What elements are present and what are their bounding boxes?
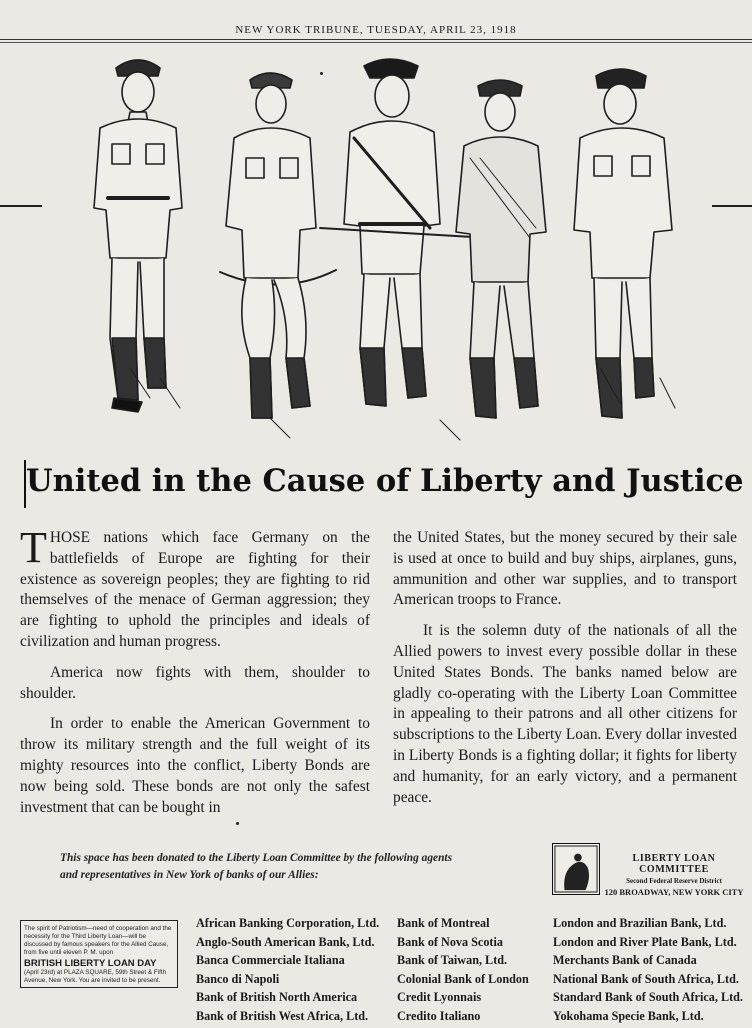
soldier-figure [574,69,672,418]
headline-bar [24,460,26,508]
bank-list-2 [397,914,542,1026]
paragraph: America now fights with them, shoulder to shoulder. [20,663,370,702]
paragraph: In order to enable the American Government to throw its military strength and the full weight of its mighty resources into the conflict, Liberty Bonds are now being sold. These bonds are not only the safest investment that can be bought in [20,715,370,816]
print-speck [236,822,239,825]
bank-name: African Banking Corporation, Ltd. [196,916,380,930]
bank-name: Credito Italiano [397,1008,481,1023]
bank-name: Banca Commerciale Italiana [196,953,345,968]
donated-notice: This space has been donated to the Liberty Loan Committee by the following agents and representatives in New York of banks of our Allies: [60,852,453,881]
bank-name: Merchants Bank of Canada [553,953,697,968]
masthead-rule [0,42,752,43]
print-speck [320,72,323,75]
bank-name: Anglo-South American Bank, Ltd. [196,934,375,949]
article-column-left [20,523,370,828]
liberty-allies-emblem [552,843,600,895]
bank-name: Yokohama Specie Bank, Ltd. [553,1008,704,1023]
bank-list-3 [553,914,748,1026]
soldier-figure [94,60,182,412]
masthead [0,22,752,40]
bank-name: Bank of British West Africa, Ltd. [196,1008,369,1023]
committee-block [604,853,744,897]
bank-name: Standard Bank of South Africa, Ltd. [553,990,743,1005]
bank-list-1 [196,914,386,1026]
committee-name: LIBERTY LOAN COMMITTEE [632,853,716,875]
drop-cap: T [20,523,47,572]
bank-name: Colonial Bank of London [397,971,529,986]
bank-name: Bank of Taiwan, Ltd. [397,953,508,968]
bank-name: National Bank of South Africa, Ltd. [553,971,739,986]
bank-name: London and Brazilian Bank, Ltd. [553,916,727,930]
headline [24,452,744,514]
bank-name: Bank of Nova Scotia [397,934,503,949]
soldier-figure [220,73,336,418]
bank-name: Bank of Montreal [397,916,490,930]
headline-text: United in the Cause of Liberty and Justice [26,463,744,499]
bank-name: Credit Lyonnais [397,990,482,1005]
paragraph-text: HOSE nations which face Germany on the battlefields of Europe are fighting for their existence as sovereign peoples; they are fighting to rid themselves of the menace of German aggression; they are fighting to uphold the principles and ideals of civilization and human progress. [20,529,370,650]
soldiers-illustration [60,48,720,448]
bank-name: Bank of British North America [196,990,358,1005]
notice-title: BRITISH LIBERTY LOAN DAY [24,958,157,969]
masthead-text: NEW YORK TRIBUNE, TUESDAY, APRIL 23, 1918 [235,24,517,36]
british-loan-day-notice [20,920,178,988]
bank-name: Banco di Napoli [196,971,280,986]
paragraph [20,523,370,653]
article-column-right [393,528,737,818]
notice-text: The spirit of Patriotism—need of cooperation and the necessity for the Third Liberty Loan—will be discussed by famous speakers for the Allied Cause, from five until eleven P. M. upon [24,925,172,956]
bank-name: London and River Plate Bank, Ltd. [553,934,737,949]
soldier-figure [456,80,546,418]
paragraph: It is the solemn duty of the nationals of all the Allied powers to invest every possible dollar in these United States Bonds. The banks named below are gladly co-operating with the Liberty Loan Committee in appealing to their patrons and all other citizens for subscriptions to the Liberty Loan. Every dollar invested in Liberty Bonds is a fighting dollar; it fights for liberty and humanity, for an early victory, and a permanent peace. [393,622,737,806]
notice-details: (April 23rd) at PLAZA SQUARE, 59th Street & Fifth Avenue, New York. You are invited to be present. [24,969,167,984]
committee-address: 120 BROADWAY, NEW YORK CITY [604,887,744,897]
committee-district: Second Federal Reserve District [626,877,722,885]
left-rule [0,205,42,207]
paragraph: the United States, but the money secured by their sale is used at once to build and buy ships, airplanes, guns, ammunition and other war supplies, and to transport American troops to France. [393,529,737,609]
